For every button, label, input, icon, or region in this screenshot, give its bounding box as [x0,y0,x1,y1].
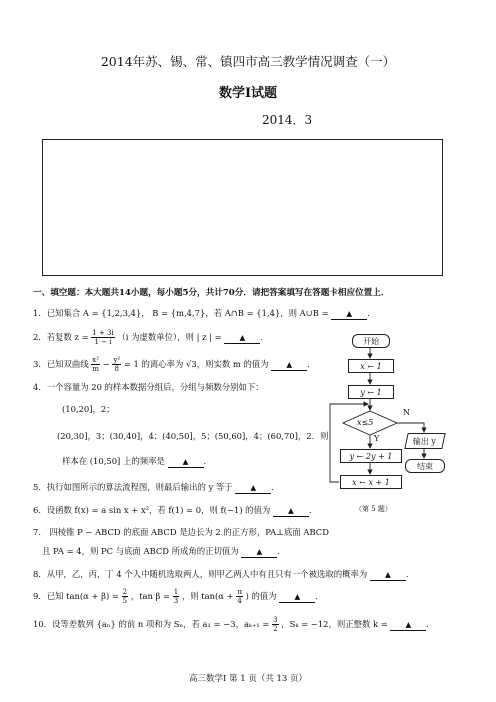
question-6-text: 6．设函数 f(x) = a sin x + x²，若 f(1) = 0，则 f(−1) 的值为 [33,505,271,515]
question-8-text: 8．从甲，乙，丙，丁 4 个人中随机选取两人，则甲乙两人中有且只有一个被选取的概率为 [33,569,368,579]
question-9-text-a: 9．已知 tan(α + β) = [33,591,119,601]
fraction-numerator: 2 [122,588,128,596]
fraction-numerator: y² [113,356,121,364]
question-4-line-2: (10,20]，2； [62,404,115,414]
question-5-text: 5．执行如图所示的算法流程图，则最后输出的 y 等于 [33,482,233,492]
question-4-text: 样本在 (10,50] 上的频率是 [62,456,165,466]
answer-blank: ▲ [273,506,309,517]
flowchart-no-label: N [403,408,410,417]
question-1: 1．已知集合 A = {1,2,3,4}， B = {m,4,7}，若 A∩B = {1,4}，则 A∪B = ▲ ． [33,308,376,318]
question-9-text-b: ，tan β = [130,591,171,601]
question-9-text-c: ，则 tan(α + [181,591,234,601]
answer-blank: ▲ [168,457,204,468]
answer-blank: ▲ [235,483,271,494]
question-10: 10．设等差数列 {aₙ} 的前 n 项和为 Sₙ，若 a₁ = −3，aₖ₊₁ = $\frac{3}{2}$ ，Sₖ = −12，则正整数 k = ▲ ． [33,616,435,633]
fraction-denominator: 4 [237,597,242,605]
flowchart-start: 开始 [352,334,390,348]
flowchart-output-label: 输出 y [413,436,437,446]
question-4-line-1: 4．一个容量为 20 的样本数据分组后，分组与频数分别如下： [33,382,264,392]
question-7-line-1: 7． 四棱锥 P − ABCD 的底面 ABCD 是边长为 2 的正方形，PA⊥底面 ABCD [33,527,329,537]
exam-title: 2014年苏、锡、常、镇四市高三教学情况调查（一） [100,54,396,69]
question-3-text-b: = 1 的离心率为 √3，则实数 m 的值为 [123,359,269,369]
flowchart-yes-label: Y [374,434,380,443]
question-2-text-b: （i 为虚数单位），则 | z | = [117,332,222,342]
question-6: 6．设函数 f(x) = a sin x + x²，若 f(1) = 0，则 f(−1) 的值为 ▲ ． [33,505,318,515]
flowchart-decision-label: x≤5 [357,418,374,427]
flowchart-step-y-update: y ← 2y + 1 [340,449,402,463]
flowchart-step-y-init: y ← 1 [348,385,394,399]
question-3: 3．已知双曲线 $\frac{\text{x²}}{m}$ − $\frac{\text{y²}}{8}$ = 1 的离心率为 √3，则实数 m 的值为 ▲ ． [33,356,316,373]
question-8: 8．从甲，乙，丙，丁 4 个人中随机选取两人，则甲乙两人中有且只有一个被选取的概率为 ▲ ． [33,569,415,579]
fraction-denominator: 2 [273,625,278,633]
question-2-text-a: 2．若复数 z = [33,332,89,342]
section-heading: 一、填空题：本大题共14小题，每小题5分，共计70分．请把答案填写在答题卡相应位置上． [33,288,390,298]
fraction-denominator: m [92,365,99,373]
question-4-line-4: 样本在 (10,50] 上的频率是 ▲ ． [62,456,212,466]
question-3-text-a: 3．已知双曲线 [33,359,89,369]
question-1-text: 1．已知集合 A = {1,2,3,4}， B = {m,4,7}，若 A∩B = {1,4}，则 A∪B = [33,308,329,318]
flowchart-end: 结束 [405,459,445,473]
minus-sign: − [102,359,110,369]
question-10-text-a: 10．设等差数列 {aₙ} 的前 n 项和为 Sₙ，若 a₁ = −3，aₖ₊₁ = [33,619,270,629]
fraction-numerator: x² [92,356,100,364]
page-footer: 高三数学Ⅰ 第 1 页（共 13 页） [188,674,308,684]
exam-subtitle: 数学Ⅰ试题 [218,86,278,101]
fraction-denominator: 1 − i [94,338,112,346]
question-9: 9．已知 tan(α + β) = $\frac{2}{5}$ ，tan β = $\frac{1}{3}$ ，则 tan(α + $\frac{\pi}{4}$ ) 的值为 ▲ ． [33,588,324,605]
flowchart-step-x-init: x ← 1 [348,359,394,373]
fraction-denominator: 5 [122,597,128,605]
question-2: 2．若复数 z = $\frac{1 + 3i}{1 - i}$ （i 为虚数单位），则 | z | = ▲ ． [33,329,269,346]
fraction-numerator: 3 [273,616,278,624]
question-7-text: 且 PA = 4，则 PC 与底面 ABCD 所成角的正切值为 [42,546,239,556]
answer-blank: ▲ [370,570,406,581]
fraction-numerator: 1 [173,588,179,596]
answer-blank: ▲ [241,547,277,558]
question-9-text-d: ) 的值为 [245,591,277,601]
answer-blank: ▲ [390,620,426,631]
fraction-denominator: 8 [114,365,119,373]
question-4-line-3: (20,30]，3；(30,40]，4；(40,50]，5；(50,60]，4；(60,70]，2．则 [57,431,329,441]
exam-date: 2014．3 [262,113,313,127]
fraction-numerator: 1 + 3i [92,329,114,337]
flowchart-output [404,433,445,449]
question-10-text-b: ，Sₖ = −12，则正整数 k = [281,619,388,629]
answer-blank: ▲ [331,309,367,320]
fraction-numerator: π [237,588,242,596]
flowchart-step-x-update: x ← x + 1 [340,475,402,489]
question-7-line-2: 且 PA = 4，则 PC 与底面 ABCD 所成角的正切值为 ▲ ． [42,546,286,556]
answer-blank: ▲ [224,333,260,344]
fraction-denominator: 3 [173,597,179,605]
flowchart-caption: （第 5 题） [355,505,392,513]
answer-blank: ▲ [279,592,315,603]
question-5: 5．执行如图所示的算法流程图，则最后输出的 y 等于 ▲ ． [33,482,280,492]
answer-blank: ▲ [271,360,307,371]
